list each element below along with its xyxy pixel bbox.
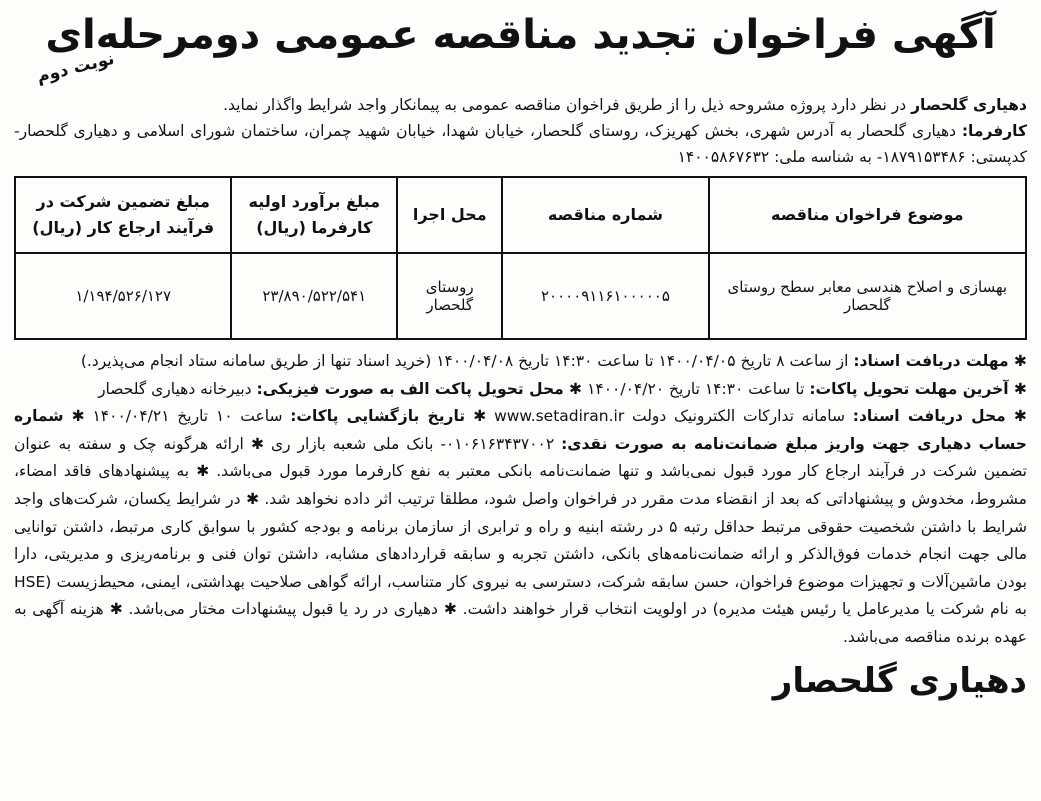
bullet-icon: ✱ bbox=[1008, 379, 1027, 398]
opening-text: ساعت ۱۰ تاریخ ۱۴۰۰/۰۴/۲۱ bbox=[84, 407, 291, 426]
rest-text-1: ارائه هرگونه چک و سفته به عنوان تضمین شرکت در فرآیند ارجاع کار مورد قبول نمی‌باشد و تنها ضمانت‌نامه بانکی معتبر به نفع کارفرما مورد قبول می‌باشد. bbox=[14, 434, 1027, 481]
cell-number: ۲۰۰۰۰۹۱۱۶۱۰۰۰۰۰۵ bbox=[502, 253, 708, 339]
cell-estimate: ۲۳/۸۹۰/۵۲۲/۵۴۱ bbox=[231, 253, 397, 339]
opening-label: تاریخ بازگشایی پاکات: bbox=[290, 407, 466, 426]
bullet-icon: ✱ bbox=[1005, 407, 1027, 426]
envelope-label: محل تحویل پاکت الف به صورت فیزیکی: bbox=[256, 379, 564, 398]
bullet-icon: ✱ bbox=[563, 379, 583, 398]
bullet-icon: ✱ bbox=[1008, 352, 1027, 370]
doc-deadline-text: از ساعت ۸ تاریخ ۱۴۰۰/۰۴/۰۵ تا ساعت ۱۴:۳۰ تاریخ ۱۴۰۰/۰۴/۰۸ (خرید اسناد تنها از طریق سامانه ستاد انجام می‌پذیرد.) bbox=[80, 352, 854, 370]
bullet-icon: ✱ bbox=[63, 407, 85, 426]
header-number: شماره مناقصه bbox=[502, 177, 708, 253]
rest-text-2: به پیشنهادهای فاقد امضاء، مشروط، مخدوش و پیشنهاداتی که بعد از انقضاء مدت مقرر در فراخوان واصل شود، مطلقا ترتیب اثر داده نخواهد شد. bbox=[14, 462, 1027, 508]
cell-guarantee: ۱/۱۹۴/۵۲۶/۱۲۷ bbox=[15, 253, 231, 339]
turn-label: نوبت دوم bbox=[34, 48, 117, 88]
doc-place-text: سامانه تدارکات الکترونیک دولت bbox=[624, 407, 853, 426]
org-name: دهیاری گلحصار bbox=[911, 96, 1027, 114]
account-label: شماره حساب دهیاری جهت واریز مبلغ ضمانت‌نامه به صورت نقدی: bbox=[14, 407, 1027, 453]
bullet-icon: ✱ bbox=[437, 600, 458, 619]
table-row bbox=[15, 253, 1026, 339]
bullet-icon: ✱ bbox=[189, 462, 210, 481]
intro-text: در نظر دارد پروژه مشروحه ذیل را از طریق فراخوان مناقصه عمومی به پیمانکار واجد شرایط واگذار نماید. bbox=[223, 96, 912, 114]
header-subject: موضوع فراخوان مناقصه bbox=[709, 177, 1026, 253]
bullet-icon: ✱ bbox=[243, 434, 265, 453]
employer-text: دهیاری گلحصار به آدرس شهری، بخش کهریزک، روستای گلحصار، خیابان شهدا، خیابان شهید چمران، ساختمان شورای اسلامی و دهیاری گلحصار- کدپستی: ۱۸۷۹۱۵۳۴۸۶- به شناسه ملی: ۱۴۰۰۵۸۶۷۶۳۲ bbox=[14, 122, 1027, 166]
doc-place-label: محل دریافت اسناد: bbox=[852, 407, 1006, 426]
table-header-row bbox=[15, 177, 1026, 253]
delivery-text: تا ساعت ۱۴:۳۰ تاریخ ۱۴۰۰/۰۴/۲۰ bbox=[582, 379, 810, 398]
terms-block bbox=[14, 348, 1027, 652]
website-link[interactable]: www.setadiran.ir bbox=[494, 407, 625, 426]
footer-signature: دهیاری گلحصار bbox=[772, 660, 1027, 701]
notice-title: آگهی فراخوان تجدید مناقصه عمومی دومرحله‌ای bbox=[45, 12, 996, 58]
bullet-icon: ✱ bbox=[103, 600, 123, 619]
header-estimate: مبلغ برآورد اولیه کارفرما (ریال) bbox=[231, 177, 397, 253]
delivery-label: آخرین مهلت تحویل پاکات: bbox=[809, 379, 1009, 398]
bullet-icon: ✱ bbox=[240, 489, 260, 508]
intro-paragraph bbox=[14, 92, 1027, 118]
rest-text-5: هزینه آگهی به عهده برنده مناقصه می‌باشد. bbox=[14, 600, 1027, 646]
bullet-icon: ✱ bbox=[465, 407, 487, 426]
tender-table bbox=[14, 176, 1027, 340]
envelope-text: دبیرخانه دهیاری گلحصار bbox=[98, 379, 257, 398]
rest-text-4: دهیاری در رد یا قبول پیشنهادات مختار می‌باشد. bbox=[122, 600, 438, 619]
cell-subject: بهسازی و اصلاح هندسی معابر سطح روستای گلحصار bbox=[709, 253, 1026, 339]
cell-place: روستای گلحصار bbox=[397, 253, 502, 339]
employer-paragraph bbox=[14, 118, 1027, 170]
account-text: ۰۱۰۶۱۶۳۴۳۷۰۰۲- بانک ملی شعبه بازار ری bbox=[264, 434, 562, 453]
rest-text-3: در شرایط یکسان، شرکت‌های واجد شرایط با داشتن شخصیت حقوقی مرتبط حداقل رتبه ۵ در رشته ابنیه و راه و ترابری از سازمان برنامه و بودجه کشور با سوابق کاری مرتبط، داشتن توانایی مالی جهت انجام خدمات فوق‌الذکر و ارائه ضمانت‌نامه‌های بانکی، داشتن تجربه و سابقه قراردادهای مشابه، داشتن توان فنی و برنامه‌ریزی و مدیریتی، دارا بودن ماشین‌آلات و تجهیزات موضوع فراخوان، حسن سابقه شرکت، دسترسی به نیروی کار متناسب، ارائه گواهی صلاحیت بهداشتی، ایمنی، محیط‌زیست (HSE به نام شرکت یا مدیرعامل یا رئیس هیئت مدیره) در اولویت انتخاب قرار خواهند داشت. bbox=[14, 489, 1027, 619]
doc-deadline-label: مهلت دریافت اسناد: bbox=[853, 352, 1009, 370]
header-guarantee: مبلغ تضمین شرکت در فرآیند ارجاع کار (ریال) bbox=[15, 177, 231, 253]
employer-label: کارفرما: bbox=[961, 122, 1027, 140]
header-place: محل اجرا bbox=[397, 177, 502, 253]
